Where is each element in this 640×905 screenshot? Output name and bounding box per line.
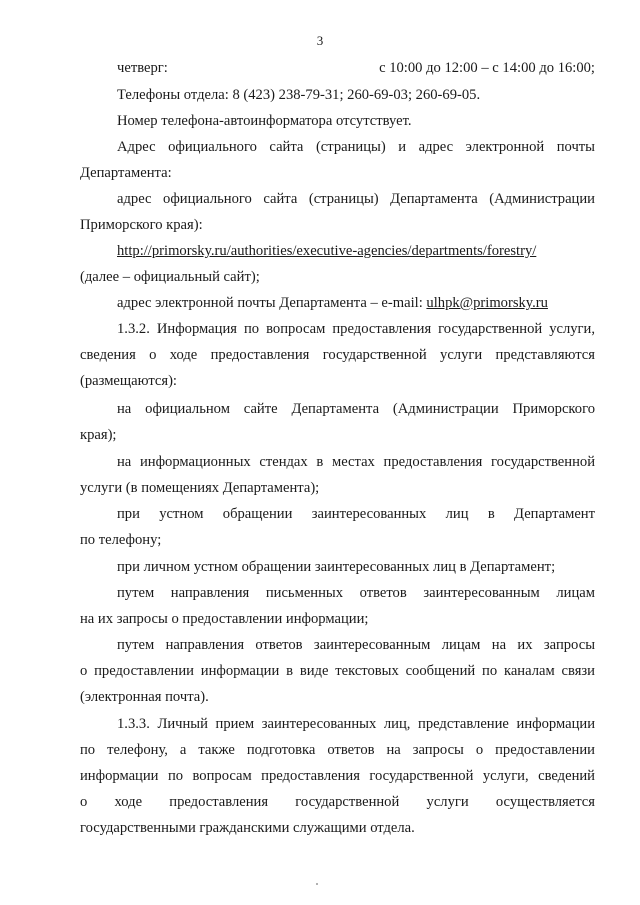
address-heading-line-2: Департамента:: [80, 165, 172, 181]
email-line: [117, 293, 595, 313]
site-intro-line-2: Приморского края):: [80, 217, 203, 233]
para-132-line-1: 1.3.2. Информация по вопросам предоставления государственной услуги,: [117, 321, 595, 337]
stands-line-2: услуги (в помещениях Департамента);: [80, 480, 320, 496]
para-132-line-2: сведения о ходе предоставления государственной услуги представляются: [80, 347, 595, 363]
electronic-line-1: путем направления ответов заинтересованным лицам на их запросы: [117, 637, 595, 653]
schedule-day: четверг:: [117, 60, 168, 76]
para-133-line-5: государственными гражданскими служащими отдела.: [80, 820, 415, 836]
site-item-line-1: на официальном сайте Департамента (Администрации Приморского: [117, 401, 595, 417]
site-after-line: (далее – официальный сайт);: [80, 269, 260, 285]
page-number: 3: [316, 33, 324, 48]
scan-speck: [316, 883, 318, 885]
written-line-1: путем направления письменных ответов заинтересованным лицам: [117, 585, 595, 601]
site-item-line-2: края);: [80, 427, 117, 443]
autoinformer-line: Номер телефона-автоинформатора отсутствует.: [117, 113, 412, 129]
para-133-line-3: информации по вопросам предоставления государственной услуги, сведений: [80, 768, 595, 784]
email-prefix: адрес электронной почты Департамента – e-mail:: [117, 295, 427, 311]
schedule-line: [117, 58, 595, 78]
oral-line-1: при устном обращении заинтересованных лиц в Департамент: [117, 506, 595, 522]
electronic-line-3: (электронная почта).: [80, 689, 209, 705]
para-132-line-3: (размещаются):: [80, 373, 177, 389]
personal-line: при личном устном обращении заинтересованных лиц в Департамент;: [117, 559, 556, 575]
address-heading-line-1: Адрес официального сайта (страницы) и адрес электронной почты: [117, 139, 595, 155]
para-133-line-2: по телефону, а также подготовка ответов на запросы о предоставлении: [80, 742, 595, 758]
para-133-line-4: о ходе предоставления государственной услуги осуществляется: [80, 794, 595, 810]
stands-line-1: на информационных стендах в местах предоставления государственной: [117, 454, 595, 470]
oral-line-2: по телефону;: [80, 532, 162, 548]
site-url-link[interactable]: http://primorsky.ru/authorities/executive-agencies/departments/forestry/: [117, 243, 537, 259]
schedule-hours: с 10:00 до 12:00 – с 14:00 до 16:00;: [379, 60, 595, 76]
site-intro-line-1: адрес официального сайта (страницы) Департамента (Администрации: [117, 191, 595, 207]
written-line-2: на их запросы о предоставлении информации;: [80, 611, 369, 627]
email-link[interactable]: ulhpk@primorsky.ru: [426, 295, 548, 311]
site-url-line: [117, 241, 595, 261]
electronic-line-2: о предоставлении информации в виде текстовых сообщений по каналам связи: [80, 663, 595, 679]
para-133-line-1: 1.3.3. Личный прием заинтересованных лиц, представление информации: [117, 716, 595, 732]
phones-line: Телефоны отдела: 8 (423) 238-79-31; 260-69-03; 260-69-05.: [117, 87, 481, 103]
